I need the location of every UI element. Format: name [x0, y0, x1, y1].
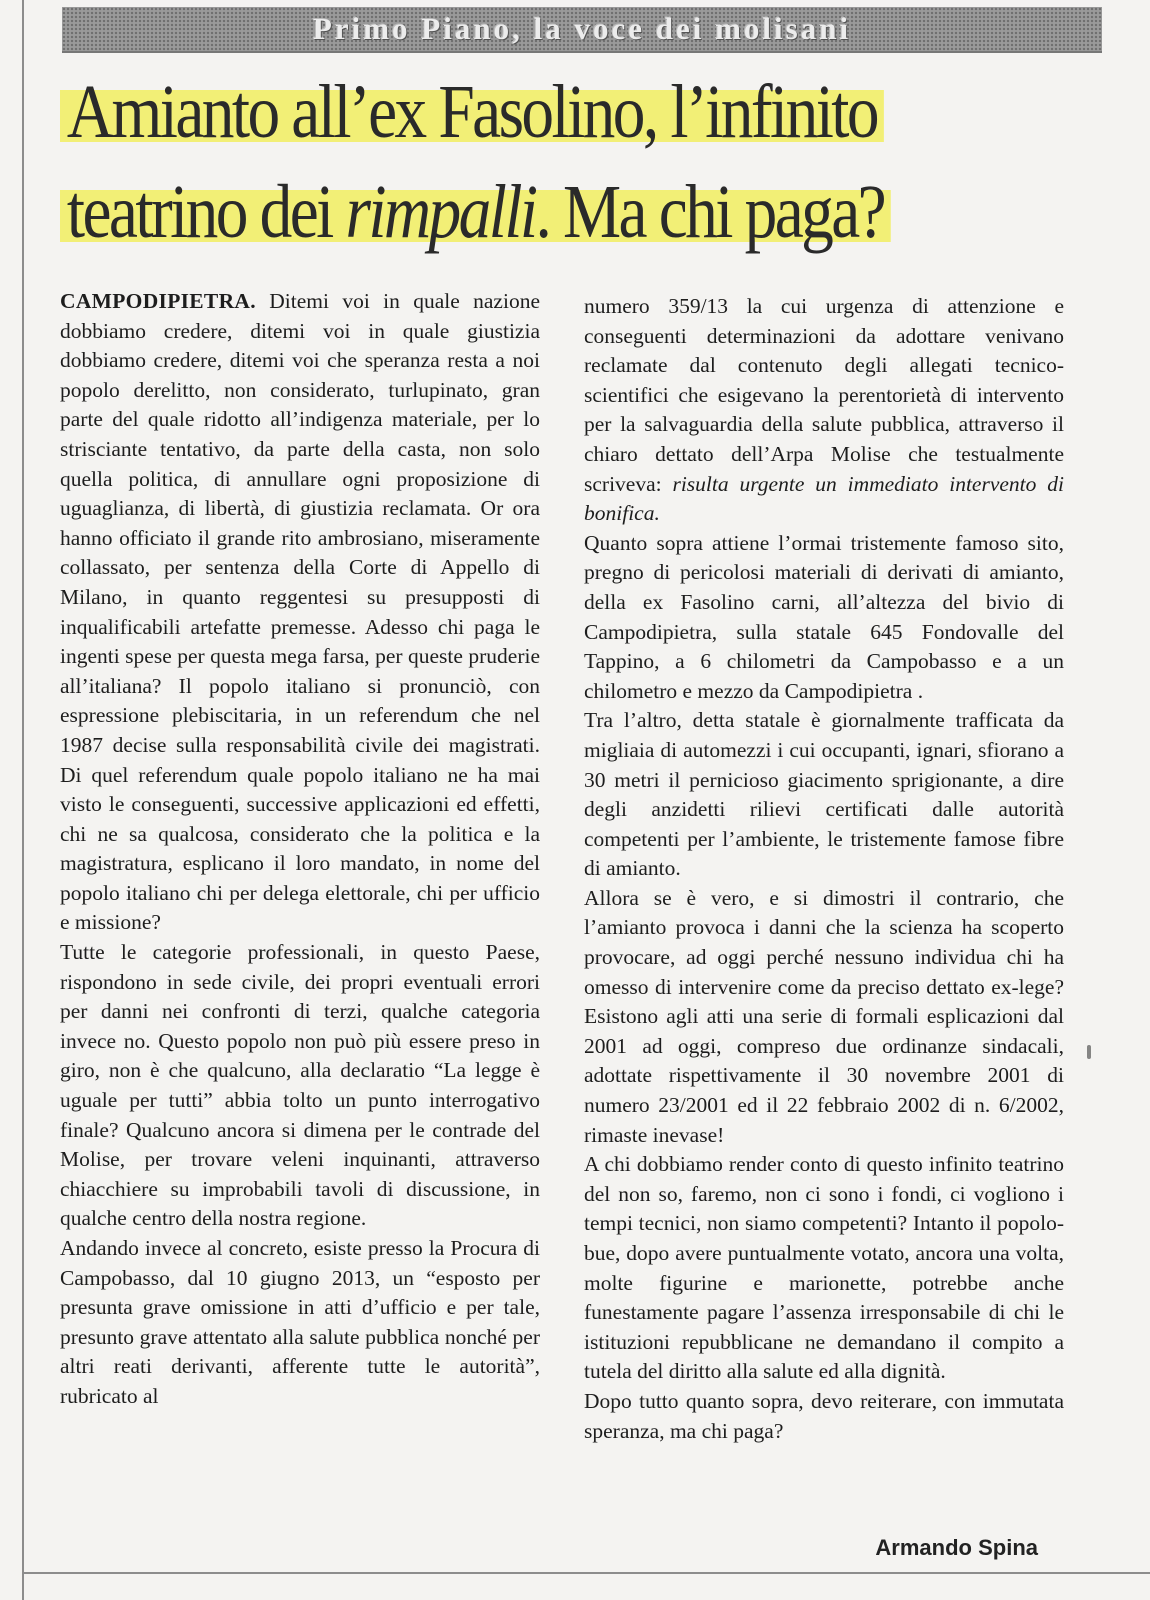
- headline-line-2-start: teatrino dei: [66, 170, 346, 254]
- left-column-rule: [22, 0, 24, 1600]
- paragraph-text: numero 359/13 la cui urgenza di attenzione e conseguenti determinazioni da adottare venivano reclamate dal contenuto degli allegati tecnico-scientifici che esigevano la perentorietà di intervento per la salvaguardia della salute pubblica, attraverso il chiaro dettato dell’Arpa Molise che testualmente scriveva:: [584, 294, 1064, 496]
- article-column-left: [60, 287, 540, 1412]
- paragraph: [584, 292, 1064, 529]
- paragraph: Andando invece al concreto, esiste presso la Procura di Campobasso, dal 10 giugno 2013, un “esposto per presunta grave omissione in atti d’ufficio e per tale, presunto grave attentato alla salute pubblica nonché per altri reati derivanti, afferente tutte le autorità”, rubricato al: [60, 1236, 540, 1408]
- article-column-right: [584, 292, 1064, 1446]
- section-banner: [62, 7, 1102, 53]
- paragraph: Allora se è vero, e si dimostri il contrario, che l’amianto provoca i danni che la scienza ha scoperto provocare, ad oggi perché nessuno individua chi ha omesso di intervenire come da preciso dettato ex-lege? Esistono agli atti una serie di formali esplicazioni dal 2001 ad oggi, compreso due ordinanze sindacali, adottate rispettivamente il 30 novembre 2001 di numero 23/2001 ed il 22 febbraio 2002 di n. 6/2002, rimaste inevase!: [584, 885, 1064, 1147]
- paragraph: Tra l’altro, detta statale è giornalmente trafficata da migliaia di automezzi i cui occupanti, ignari, sfiorano a 30 metri il pernicioso giacimento sprigionante, a dire degli anzidetti rilievi certificati dalle autorità competenti per l’ambiente, le tristemente famose fibre di amianto.: [584, 708, 1064, 881]
- paragraph: Dopo tutto quanto sopra, devo reiterare, con immutata speranza, ma chi paga?: [584, 1388, 1064, 1443]
- paragraph: Quanto sopra attiene l’ormai tristemente famoso sito, pregno di pericolosi materiali di derivati di amianto, della ex Fasolino carni, all’altezza del bivio di Campodipietra, sulla statale 645 Fondovalle del Tappino, a 6 chilometri da Campobasso e a un chilometro e mezzo da Campodipietra .: [584, 530, 1064, 703]
- print-speck: [1087, 1045, 1091, 1059]
- paragraph: Tutte le categorie professionali, in questo Paese, rispondono in sede civile, dei propri eventuali errori per danni nei confronti di terzi, qualche categoria invece no. Questo popolo non può più essere preso in giro, non è che qualcuno, alla declaratio “La legge è uguale per tutti” abbia tolto un punto interrogativo finale? Qualcuno ancora si dimena per le contrade del Molise, per trovare veleni inquinanti, attraverso chiacchiere su improbabili tavoli di discussione, in qualche centro della nostra regione.: [60, 940, 540, 1231]
- headline-line-2: [60, 170, 891, 254]
- headline-line-1: Amianto all’ex Fasolino, l’infinito: [60, 70, 884, 154]
- paragraph: [60, 287, 540, 938]
- article-headline: [60, 62, 972, 262]
- paragraph-text: Ditemi voi in quale nazione dobbiamo credere, ditemi voi in quale giustizia dobbiamo credere, ditemi voi che speranza resta a noi popolo derelitto, non considerato, turlupinato, gran parte del quale ridotto all’indigenza materiale, per lo strisciante tentativo, da parte della casta, non solo quella politica, di annullare ogni proposizione di uguaglianza, di libertà, di giustizia reclamata. Or ora hanno officiato il grande rito ambrosiano, miseramente collassato, per sentenza della Corte di Appello di Milano, in quanto reggentesi su presupposti di inqualificabili artefatte premesse. Adesso chi paga le ingenti spese per questa mega farsa, per queste pruderie all’italiana? Il popolo italiano si pronunciò, con espressione plebiscitaria, in un referendum che nel 1987 decise sulla responsabilità civile dei magistrati. Di quel referendum quale popolo italiano ne ha mai visto le conseguenti, successive applicazioni ed effetti, chi ne sa qualcosa, considerato che la politica e la magistratura, esplicano il loro mandato, in nome del popolo italiano chi per delega elettorale, chi per ufficio e missione?: [60, 289, 540, 935]
- quoted-italic-text: risulta urgente un immediato intervento di bonifica.: [584, 471, 1064, 526]
- bottom-rule: [22, 1572, 1150, 1574]
- dateline: CAMPODIPIETRA.: [60, 289, 256, 313]
- author-byline: Armando Spina: [875, 1535, 1038, 1560]
- section-banner-text: Primo Piano, la voce dei molisani: [312, 11, 852, 46]
- headline-line-2-end: . Ma chi paga?: [535, 170, 885, 254]
- paragraph: A chi dobbiamo render conto di questo infinito teatrino del non so, faremo, non ci sono i fondi, ci vogliono i tempi tecnici, non siamo competenti? Intanto il popolo-bue, dopo avere puntualmente votato, ancora una volta, molte figurine e marionette, potrebbe anche funestamente pagare l’assenza irresponsabile di chi le istituzioni repubblicane ne demandano il compito a tutela del diritto alla salute ed alla dignità.: [584, 1152, 1064, 1384]
- headline-italic-word: rimpalli: [345, 170, 536, 254]
